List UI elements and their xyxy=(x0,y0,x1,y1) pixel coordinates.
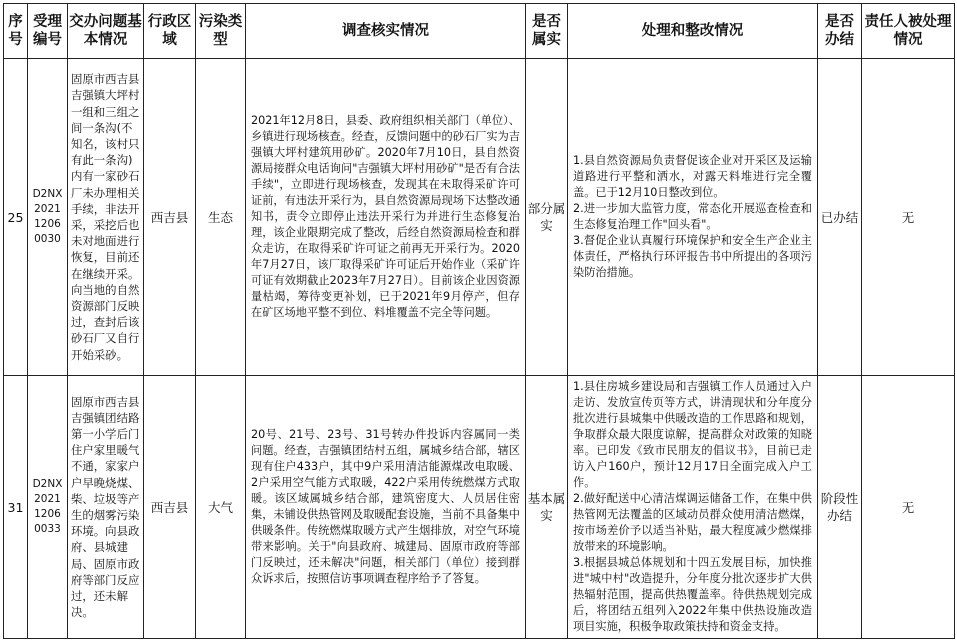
cell-closed: 阶段性办结 xyxy=(818,376,862,639)
cell-district: 西吉县 xyxy=(144,376,196,639)
header-responsible: 责任人被处理情况 xyxy=(862,4,955,59)
cell-verified: 部分属实 xyxy=(526,59,568,376)
petition-table-wrapper xyxy=(3,3,955,639)
petition-table xyxy=(3,3,955,639)
cell-issue: 固原市西吉县吉强镇团结路第一小学后门住户家里暖气不通，家家户户早晚烧煤、柴、垃圾等产生的烟雾污染环境。向县政府、县城建局、固原市政府等部门反应过，还未解决。 xyxy=(68,376,144,639)
header-pollution-type: 污染类型 xyxy=(196,4,246,59)
cell-code: D2NX 2021 1206 0033 xyxy=(28,376,68,639)
cell-investigation: 2021年12月8日，县委、政府组织相关部门（单位）、乡镇进行现场核查。经查，反馈问题中的砂石厂实为吉强镇大坪村建筑用砂矿。2020年7月10日，县自然资源局接群众电话询问"吉强镇大坪村用砂矿"是否有合法手续"，立即进行现场核查，发现其在未取得采矿许可证前，有违法开采行为，县自然资源局现场下达整改通知书，责令立即停止违法开采行为并进行生态修复治理，该企业限期完成了整改，后经自然资源局检查和群众走访，在取得采矿许可证之前再无开采行为。2020年7月27日，该厂取得采矿许可证后开始作业（采矿许可证有效期截止2023年7月27日）。目前该企业因资源量枯竭，筹待变更补划，已于2021年9月停产，但存在矿区场地平整不到位、料堆覆盖不完全等问题。 xyxy=(246,59,526,376)
table-row xyxy=(4,376,955,639)
cell-responsible: 无 xyxy=(862,59,955,376)
header-verified: 是否属实 xyxy=(526,4,568,59)
header-row xyxy=(4,4,955,59)
cell-closed: 已办结 xyxy=(818,59,862,376)
header-issue: 交办问题基本情况 xyxy=(68,4,144,59)
cell-responsible: 无 xyxy=(862,376,955,639)
header-seq: 序号 xyxy=(4,4,28,59)
cell-pollution-type: 大气 xyxy=(196,376,246,639)
header-closed: 是否办结 xyxy=(818,4,862,59)
cell-seq: 25 xyxy=(4,59,28,376)
header-handling: 处理和整改情况 xyxy=(568,4,818,59)
header-district: 行政区域 xyxy=(144,4,196,59)
cell-handling: 1.县住房城乡建设局和吉强镇工作人员通过入户走访、发放宣传页等方式，讲清现状和分年度分批次进行县城集中供暖改造的工作思路和规划，争取群众最大限度谅解，提高群众对政策的知晓率。已印发《致市民朋友的倡议书》，目前已走访入户160户，预计12月17日全面完成入户工作。 2.做好配送中心清洁煤调运储备工作，在集中供热管网无法覆盖的区域动员群众使用清洁燃煤，按市场差价予以适当补贴，最大程度减少燃煤排放带来的环境影响。 3.根据县城总体规划和十四五发展目标，加快推进"城中村"改造提升，分年度分批次逐步扩大供热辐射范围，提高供热覆盖率。待供热规划完成后，将团结五组列入2022年集中供热设施改造项目实施，积极争取政策扶持和资金支持。 xyxy=(568,376,818,639)
cell-pollution-type: 生态 xyxy=(196,59,246,376)
cell-code: D2NX 2021 1206 0030 xyxy=(28,59,68,376)
cell-seq: 31 xyxy=(4,376,28,639)
cell-handling: 1.县自然资源局负责督促该企业对开采区及运输道路进行平整和洒水，对露天料堆进行完全覆盖。已于12月10日整改到位。 2.进一步加大监管力度，常态化开展巡查检查和生态修复治理工作"回头看"。 3.督促企业认真履行环境保护和安全生产企业主体责任，严格执行环评报告书中所提出的各项污染防治措施。 xyxy=(568,59,818,376)
table-row xyxy=(4,59,955,376)
header-investigation: 调查核实情况 xyxy=(246,4,526,59)
cell-district: 西吉县 xyxy=(144,59,196,376)
header-code: 受理编号 xyxy=(28,4,68,59)
cell-investigation: 20号、21号、23号、31号转办件投诉内容属同一类问题。经查，吉强镇团结村五组，属城乡结合部，辖区现有住户433户，其中9户采用清洁能源煤改电取暖、2户采用空气能方式取暖，422户采用传统燃煤方式取暖。该区域属城乡结合部，建筑密度大、人员居住密集，未铺设供热管网及取暖配套设施，当前不具备集中供暖条件。传统燃煤取暖方式产生烟排放，对空气环境带来影响。关于"向县政府、城建局、固原市政府等部门反映过，还未解决"问题，相关部门（单位）接到群众诉求后，按照信访事项调查程序给予了答复。 xyxy=(246,376,526,639)
cell-verified: 基本属实 xyxy=(526,376,568,639)
cell-issue: 固原市西吉县吉强镇大坪村一组和三组之间一条沟(不知名，该村只有此一条沟)内有一家砂石厂未办理相关手续，非法开采，采挖后也未对地面进行恢复，目前还在继续开采。向当地的自然资源部门反映过，查封后该砂石厂又自行开始采砂。 xyxy=(68,59,144,376)
